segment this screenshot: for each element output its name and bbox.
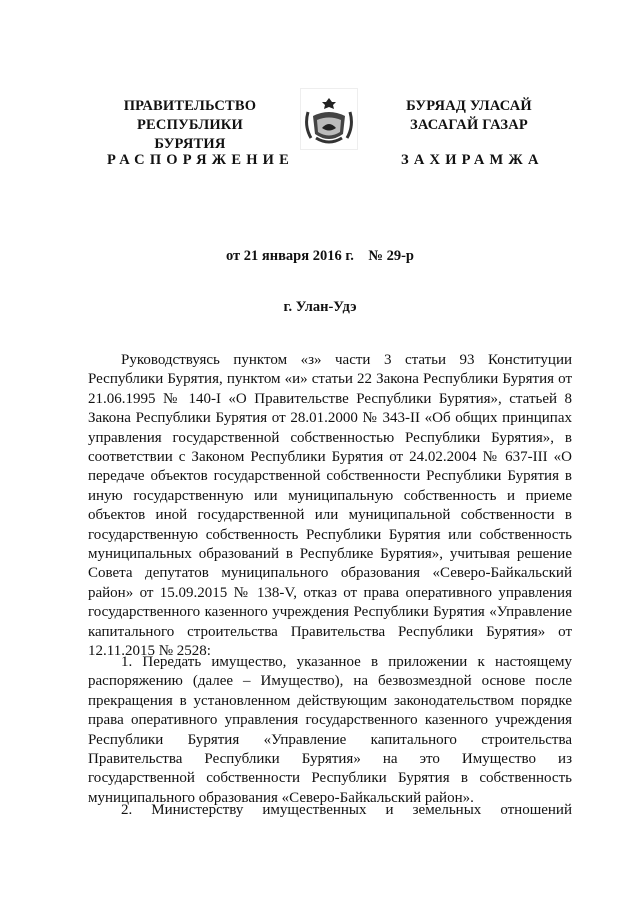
issuer-buryat-line-1: БУРЯАД УЛАСАЙ — [406, 98, 532, 114]
issuer-buryat — [384, 97, 554, 135]
issuer-line-2: РЕСПУБЛИКИ БУРЯТИЯ — [136, 117, 244, 152]
issuer-buryat-line-2: ЗАСАГАЙ ГАЗАР — [410, 117, 528, 133]
date-and-number: от 21 января 2016 г. № 29-р — [225, 248, 415, 264]
clause-1: 1. Передать имущество, указанное в приложении к настоящему распоряжению (далее – Имущество), на безвозмездной основе после прекращения в установленном действующим законодательством порядке права оперативного управления государственного казенного учреждения Республики Бурятия «Управление капитального строительства Правительства Республики Бурятия» на это Имущество из государственной собственности Республики Бурятия в собственность муниципального образования «Северо-Байкальский район». — [88, 654, 572, 806]
document-type-russian: РАСПОРЯЖЕНИЕ — [107, 152, 295, 168]
preamble-paragraph: Руководствуясь пунктом «з» части 3 статьи 93 Конституции Республики Бурятия, пунктом «и» статьи 22 Закона Республики Бурятия от 21.06.1995 № 140-I «О Правительстве Республики Бурятия», статьей 8 Закона Республики Бурятия от 28.01.2000 № 343-II «Об общих принципах управления государственной собственностью Республики Бурятия», в соответствии с Законом Республики Бурятия от 24.02.2004 № 637-III «О передаче объектов государственной собственности Республики Бурятия в иную государственную или муниципальную собственность и приеме объектов иной государственной или муниципальной собственности в государственную собственность Республики Бурятия или собственность муниципальных образований в Республике Бурятия», учитывая решение Совета депутатов муниципального образования «Северо-Байкальский район» от 15.09.2015 № 138-V, отказ от права оперативного управления государственного казенного учреждения Республики Бурятия «Управление капитального строительства Правительства Республики Бурятия» от 12.11.2015 № 2528: — [88, 352, 572, 660]
issuer-russian — [100, 97, 280, 154]
clause-2: 2. Министерству имущественных и земельных отношений — [121, 802, 572, 818]
issuer-line-1: ПРАВИТЕЛЬСТВО — [123, 98, 257, 114]
document-type-buryat: ЗАХИРАМЖА — [401, 152, 544, 168]
city: г. Улан-Удэ — [283, 299, 357, 315]
coat-of-arms-icon — [300, 88, 358, 150]
